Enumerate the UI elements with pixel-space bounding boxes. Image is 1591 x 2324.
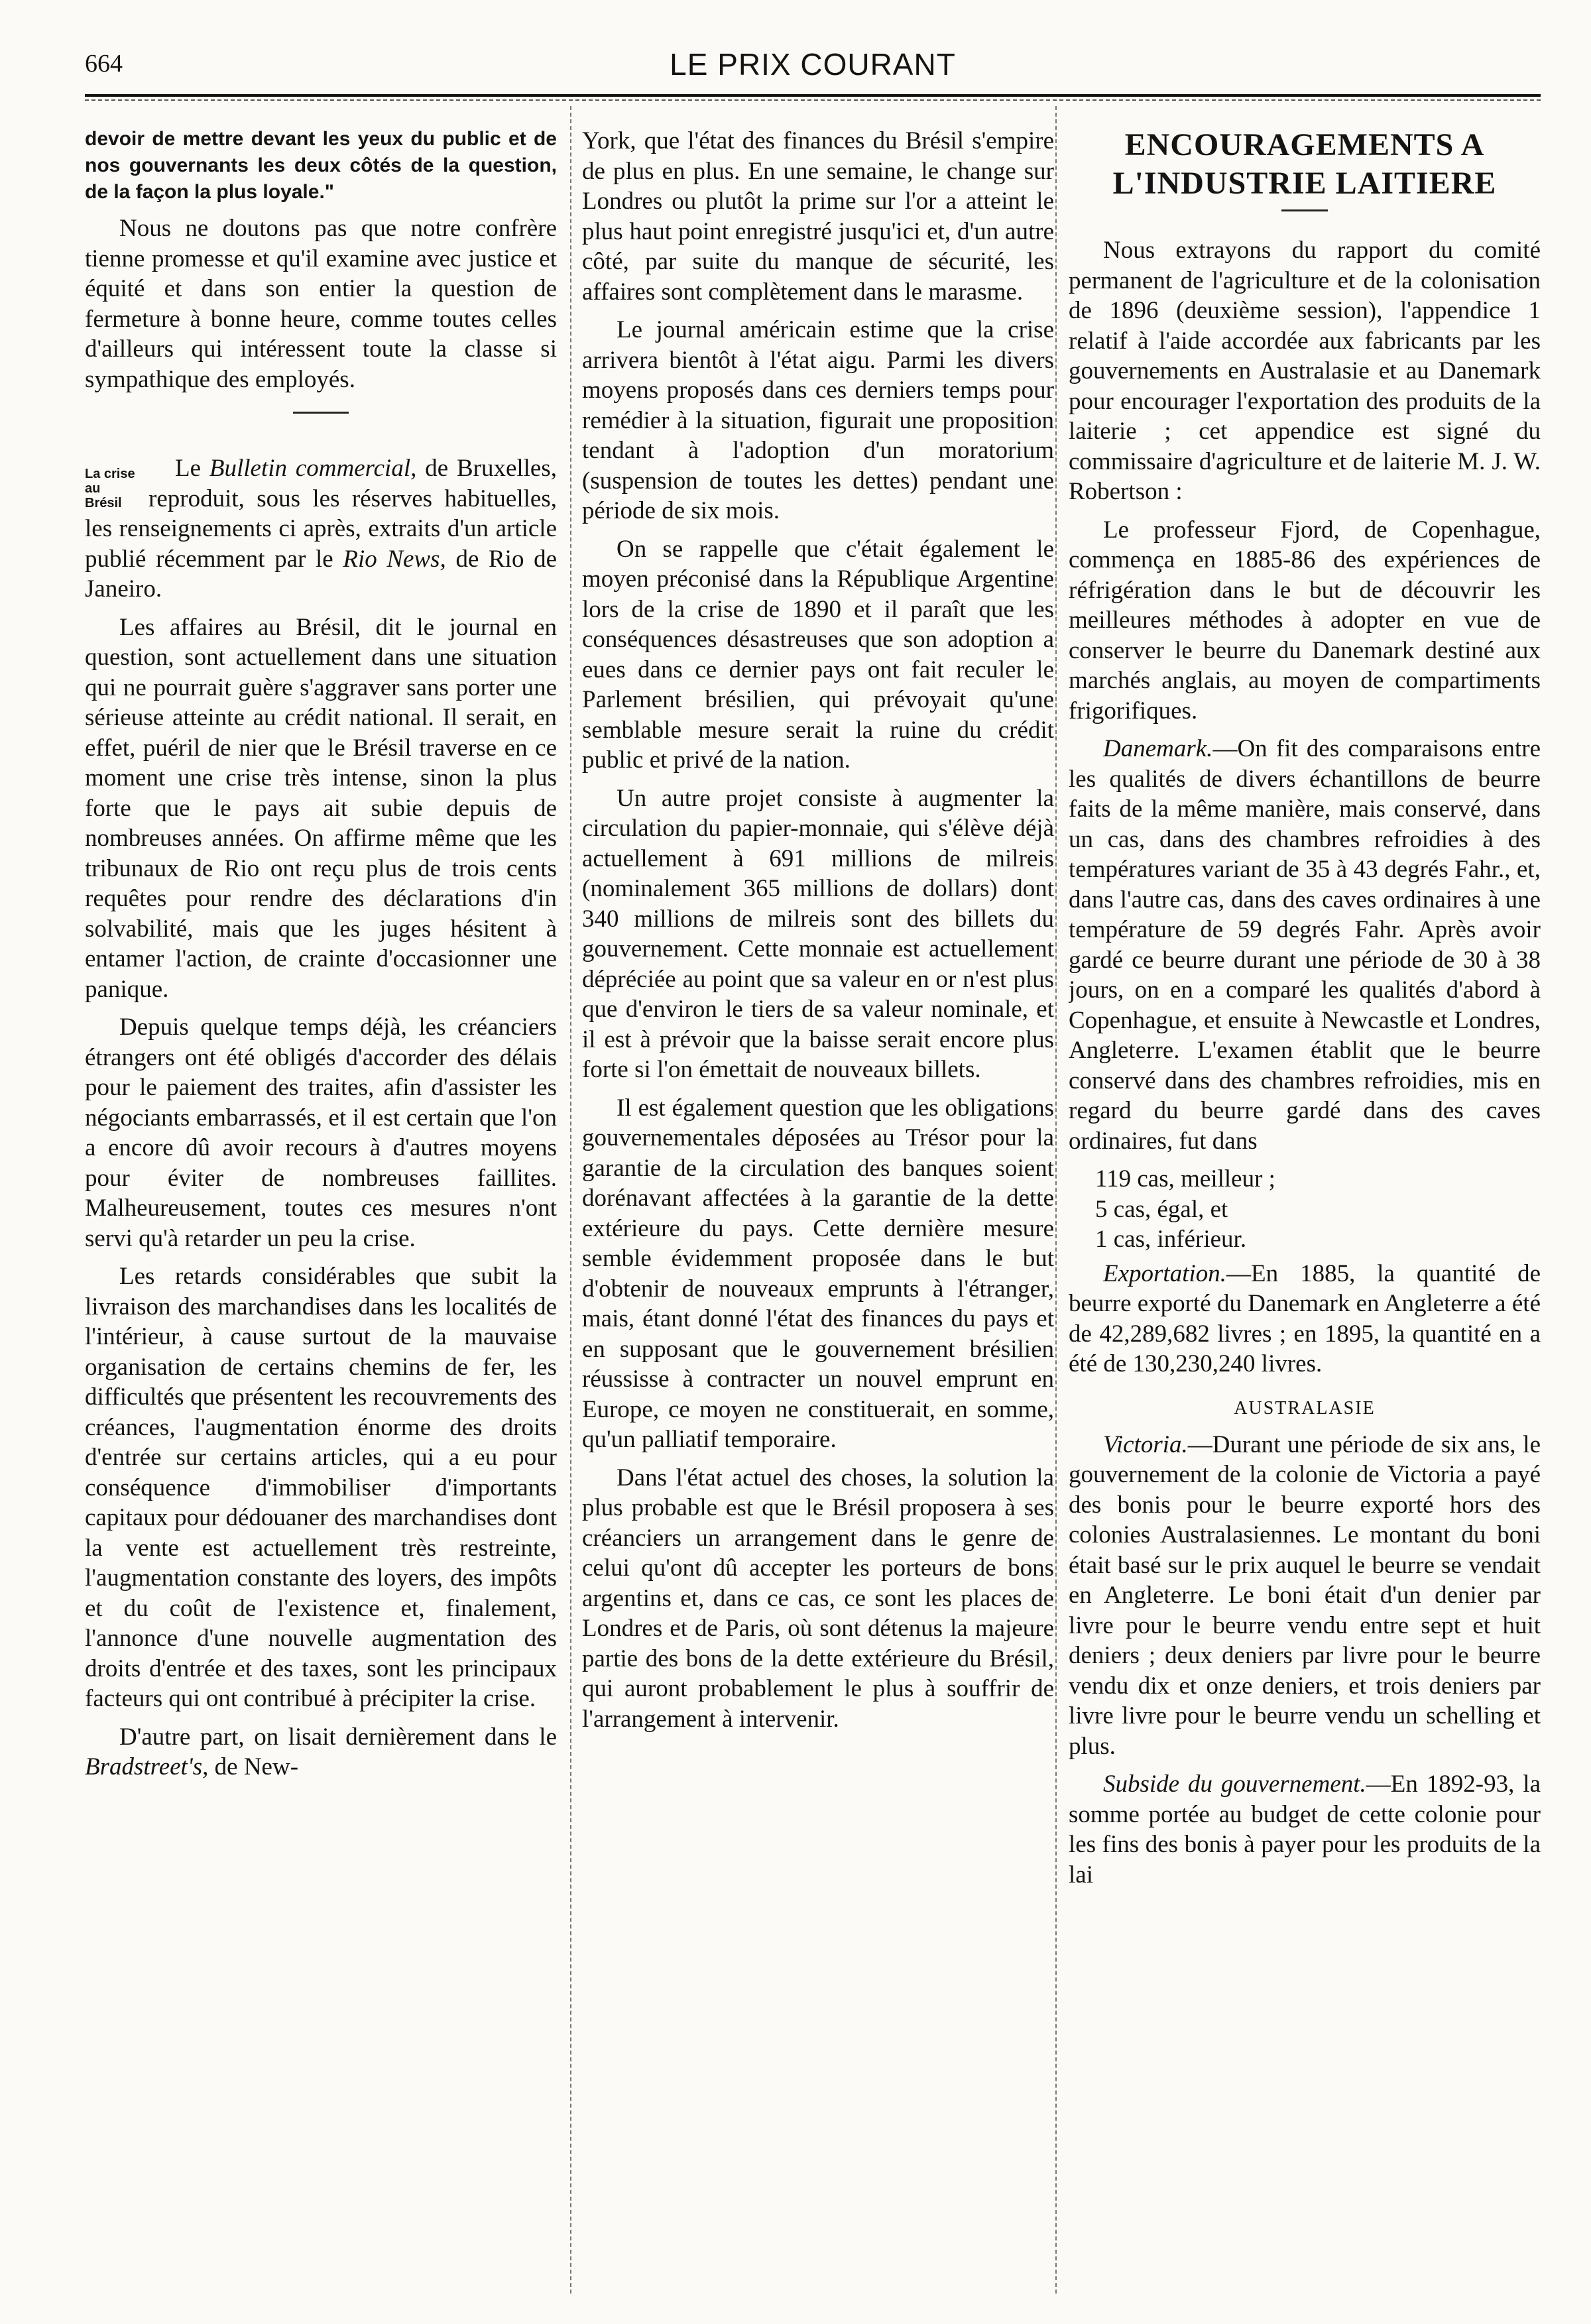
text-run: —En 1892-93, la somme portée au budget de cette colonie pour les fins des bonis à payer pour les produits de la lai — [1069, 1771, 1541, 1888]
paragraph: Dans l'état actuel des choses, la solution la plus probable est que le Brésil proposera à ses créanciers un arrangement dans le genre de celui qu'ont dû accepter les porteurs de bons argentins et, dans ce cas, ce sont les places de Londres et de Paris, où sont détenus la majeure partie des bons de la dette extérieure du Brésil, qui auront probablement le plus à souffrir de l'arrangement à intervenir. — [582, 1464, 1054, 1733]
paragraph: Nous extrayons du rapport du comité permanent de l'agriculture et de la colonisation de 1896 (deuxième session), l'appendice 1 relatif à l'aide accordée aux fabricants par les gouvernements en Australasie et au Danemark pour encourager l'exportation des produits de la laiterie ; cet appendice est signé du commissaire d'agriculture et de laiterie M. J. W. Robertson : — [1069, 237, 1541, 505]
section-lead: Subside du gouvernement. — [1103, 1771, 1366, 1798]
quote-end-paragraph: devoir de mettre devant les yeux du public et de nos gouvernants les deux côtés de la question, de la façon la plus loyale." — [85, 128, 557, 203]
paragraph: Le professeur Fjord, de Copenhague, commença en 1885-86 des expériences de réfrigération dans le but de découvrir les meilleures méthodes à adopter en vue de conserver le beurre du Danemark destiné aux marchés anglais, au moyen de compartiments frigorifiques. — [1069, 516, 1541, 725]
text-run: de Rio de Janeiro. — [85, 545, 557, 603]
text-run: Le — [175, 455, 202, 482]
publication-name: Bulletin commercial, — [209, 455, 417, 482]
paragraph: Un autre projet consiste à augmenter la circulation du papier-monnaie, qui s'élève déjà actuellement à 691 millions de milreis (nominalement 365 millions de dollars) dont 340 millions de milreis sont des billets du gouvernement. Cette monnaie est actuellement dépréciée au point que sa valeur en or n'est plus que d'environ le tiers de sa valeur nominale, et il est à prévoir que la baisse serait encore plus forte si l'on émettait de nouveaux billets. — [582, 784, 1054, 1083]
paragraph: Depuis quelque temps déjà, les créanciers étrangers ont été obligés d'accorder des délais pour le paiement des traites, afin d'assister les négociants embarrassés, et il est certain que l'on a encore dû avoir recours à d'autres moyens pour éviter de nombreuses faillites. Malheureusement, toutes ces mesures n'ont servi qu'à retarder un peu la crise. — [85, 1014, 557, 1252]
text-run: D'autre part, on lisait dernièrement dans le — [119, 1723, 557, 1751]
margin-note: La crise au Brésil — [85, 467, 135, 510]
section-heading: AUSTRALASIE — [1234, 1397, 1376, 1419]
section-lead: Exportation. — [1103, 1259, 1227, 1287]
list-item: 1 cas, inférieur. — [1095, 1226, 1247, 1253]
paragraph: Il est également question que les obligations gouvernementales déposées au Trésor pour la garantie de la circulation des banques soient dorénavant affectées à la garantie de la dette extérieure du pays. Cette dernière mesure semble évidemment proposée dans le but d'obtenir de nouveaux emprunts à l'étranger, mais, étant donné l'état des finances du pays et en supposant que le gouvernement brésilien réussisse à contracter un nouvel emprunt en Europe, ce moyen ne constituerait, en somme, qu'un palliatif temporaire. — [582, 1094, 1054, 1453]
text-run: —Durant une période de six ans, le gouvernement de la colonie de Victoria a payé des bonis pour le beurre exporté hors des colonies Australasiennes. Le montant du boni était basé sur le prix auquel le beurre se vendait en Angleterre. Le boni était d'un denier par livre pour le beurre vendu entre sept et huit deniers ; deux deniers par livre pour le beurre vendu dix et onze deniers, et trois deniers par livre livre pour le beurre vendu un schelling et plus. — [1069, 1430, 1541, 1760]
publication-name: Bradstreet's, — [85, 1753, 209, 1780]
paragraph — [1069, 1769, 1541, 1890]
paragraph: York, que l'état des finances du Brésil s'empire de plus en plus. En une semaine, le change sur Londres ou plutôt la prime sur l'or a atteint le plus haut point enregistré jusqu'ici et, d'un autre côté, par suite du manque de sécurité, les affaires sont complètement dans le marasme. — [582, 127, 1054, 306]
list-item: 119 cas, meilleur ; — [1095, 1165, 1275, 1192]
paragraph — [85, 1722, 557, 1782]
page-number: 664 — [85, 50, 123, 78]
paragraph — [85, 453, 557, 605]
column-1 — [85, 126, 557, 2294]
paragraph — [1069, 1259, 1541, 1379]
header-rule-dashed — [85, 99, 1541, 101]
column-divider — [570, 106, 571, 2294]
publication-name: Rio News, — [343, 545, 446, 573]
column-divider — [1055, 106, 1057, 2294]
paragraph: Les affaires au Brésil, dit le journal en question, sont actuellement dans une situation qui ne pourrait guère s'aggraver sans porter une sérieuse atteinte au crédit national. Il serait, en effet, puéril de nier que le Brésil traverse en ce moment une crise très intense, sinon la plus forte que le pays ait subie depuis de nombreuses années. On affirme même que les tribunaux de Rio ont reçu plus de trois cents requêtes pour rendre des déclarations d'in solvabilité, mais que les juges hésitent à entamer l'action, de crainte d'occasionner une panique. — [85, 613, 557, 1003]
header-rule — [85, 94, 1541, 97]
column-3 — [1069, 126, 1541, 2294]
section-lead: Danemark. — [1103, 735, 1213, 762]
section-lead: Victoria. — [1103, 1430, 1188, 1458]
separator-rule — [1281, 209, 1328, 211]
results-list — [1095, 1164, 1541, 1255]
paragraph: Nous ne doutons pas que notre confrère tienne promesse et qu'il examine avec justice et équité et dans son entier la question de fermeture à bonne heure, comme toutes celles d'ailleurs qui intéressent toute la classe si sympathique des employés. — [85, 215, 557, 393]
paragraph — [1069, 734, 1541, 1156]
paragraph — [1069, 1430, 1541, 1762]
paragraph: Les retards considérables que subit la livraison des marchandises dans les localités de l'intérieur, à cause surtout de la mauvaise organisation de certains chemins de fer, les difficultés que présentent les recouvrements des créances, l'augmentation énorme des droits d'entrée sur certains articles, qui a eu pour conséquence d'immobiliser d'importants capitaux pour dédouaner des marchandises dont la vente est actuellement très restreinte, l'augmentation constante des loyers, des impôts et du coût de l'existence et, finalement, l'annonce d'une nouvelle augmentation des droits d'entrée et des taxes, sont les principaux facteurs qui ont contribué à précipiter la crise. — [85, 1263, 557, 1712]
list-item: 5 cas, égal, et — [1095, 1195, 1228, 1223]
column-2 — [582, 126, 1054, 2294]
article-heading: ENCOURAGEMENTS A L'INDUSTRIE LAITIERE — [1112, 127, 1497, 201]
text-run: —On fit des comparaisons entre les qualités de divers échantillons de beurre faits de la même manière, mais conservé, dans un cas, dans des chambres refroidies à des températures variant de 35 à 43 degrés Fahr., et, dans l'autre cas, dans des caves ordinaires à une température de 59 degrés Fahr. Après avoir gardé ce beurre durant une période de 30 à 38 jours, on en a comparé les qualités d'abord à Copenhague, et ensuite à Newcastle et Londres, Angleterre. L'examen établit que le beurre conservé dans des chambres refroidies, mis en regard du beurre gardé dans des caves ordinaires, fut dans — [1069, 735, 1541, 1155]
running-title: LE PRIX COURANT — [670, 47, 956, 82]
text-run: de Bruxelles, reproduit, sous les réserves habituelles, les renseignements ci après, extraits d'un article publié récemment par le — [85, 455, 557, 573]
page-header — [85, 45, 1541, 86]
text-run: de New- — [214, 1753, 299, 1780]
paragraph: On se rappelle que c'était également le moyen préconisé dans la République Argentine lors de la crise de 1890 et il paraît que les conséquences désastreuses que son adoption a eues dans ce dernier pays ont fait reculer le Parlement brésilien, qui prévoyait qu'une semblable mesure serait la ruine du crédit public et privé de la nation. — [582, 535, 1054, 774]
paragraph: Le journal américain estime que la crise arrivera bientôt à l'état aigu. Parmi les divers moyens proposés dans ces derniers temps pour remédier à la situation, figurait une proposition tendant à l'adoption d'un moratorium (suspension de toutes les dettes) pendant une période de six mois. — [582, 316, 1054, 524]
separator-rule — [293, 412, 349, 414]
text-run: —En 1885, la quantité de beurre exporté du Danemark en Angleterre a été de 42,289,682 livres ; en 1895, la quantité en a été de 130,230,240 livres. — [1069, 1259, 1541, 1377]
